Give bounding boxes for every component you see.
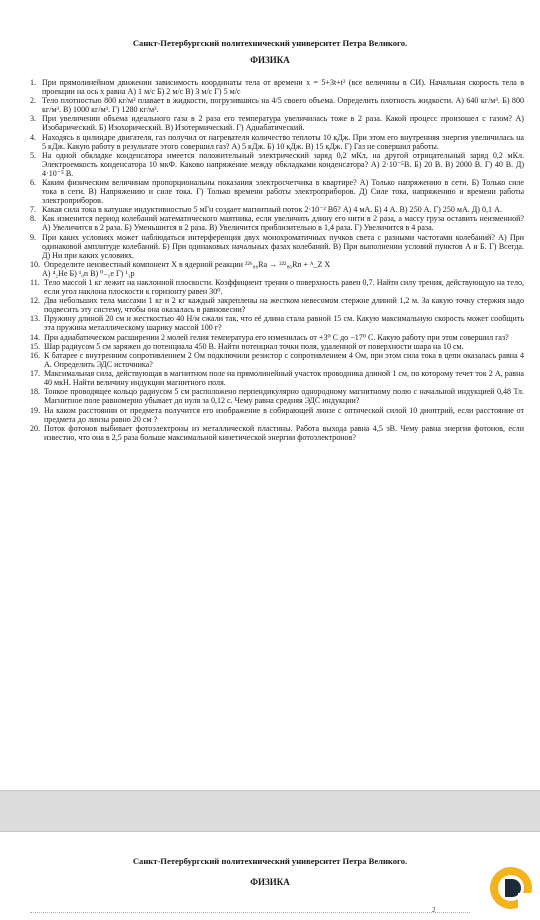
question-number: 2. [30,96,37,106]
question-item [30,233,524,260]
question-number: 18. [30,387,41,397]
question-text: Тонкое проводящее кольцо радиусом 5 см расположено перпендикулярно однородному магнитному полю с начальной индукцией 0,48 Тл. Магнитное поле равномерно убывает до нуля за 0,12 с. Чему равна средняя ЭДС индукции? [44,387,524,406]
subject-title: ФИЗИКА [250,877,290,887]
question-text: При увеличении объема идеального газа в 2 раза его температура увеличилась тоже в 2 раза. Какой процесс произошел с газом? А) Изобарический. Б) Изохорический. В) Изотермический. Г) Адиабатический. [42,114,524,133]
question-number: 14. [30,332,41,342]
question-item [30,351,524,369]
question-list [30,78,524,442]
question-item [30,406,524,424]
question-text: При прямолинейном движении зависимость координаты тела от времени x = 5+3t+t² (все величины в СИ). Начальная скорость тела в проекции на ось x равна А) 1 м/с Б) 2 м/с В) 3 м/с Г) 5 м/с [42,78,524,96]
partial-text-line [30,912,470,920]
question-text: Определите неизвестный компонент X в ядерной реакции ²²⁶₈₈Ra → ²²²₈₆Rn + ᴬ_Z X [44,259,331,269]
question-item [30,314,524,332]
page-separator [0,790,540,832]
question-text: Пружину длиной 20 см и жесткостью 40 Н/м сжали так, что её длина стала равной 15 см. Какую максимальную скорость может сообщить эта пружина металлическому шарику массой 100 г? [44,314,524,333]
question-number: 10. [30,259,41,269]
question-item [30,214,524,232]
question-text: Каким физическим величинам пропорциональны показания электросчетчика в квартире? А) Только напряжению в сети. Б) Только силе тока в сети. В) Напряжению и силе тока. Г) Только времени работы электроприборов. Д) Силе тока, напряжению и времени работы электроприборов. [42,177,524,205]
question-number: 8. [30,214,37,224]
question-item [30,278,524,296]
question-number: 16. [30,351,41,360]
question-item [30,387,524,405]
question-number: 9. [30,232,37,242]
question-item [30,133,524,151]
university-header: Санкт-Петербургский политехнический университет Петра Великого. [132,856,408,866]
question-item [30,96,524,114]
question-text: Как изменится период колебаний математического маятника, если увеличить длину его нити в 2 раза, а массу груза оставить неизменной? А) Увеличится в 2 раза. Б) Уменьшится в 2 раза. В) Увеличится приблизительно в 1,4 раза. Г) Увеличится в 4 раза. [42,214,524,233]
question-item [30,296,524,314]
question-item [30,114,524,132]
question-number [30,269,42,278]
question-number: 19. [30,405,41,415]
question-text: Шар радиусом 5 см заряжен до потенциала 450 В. Найти потенциал точки поля, удаленной от поверхности шара на 10 см. [44,341,464,351]
question-number: 15. [30,341,41,351]
question-number: 12. [30,296,41,306]
question-text: Два небольших тела массами 1 кг и 2 кг каждый закреплены на жестком невесомом стержне длиной 1,2 м. За какую точку стержня надо подвесить эту систему, чтобы она оказалась в равновесии? [44,296,524,315]
question-text: Тело массой 1 кг лежит на наклонной плоскости. Коэффициент трения о поверхность равен 0,7. Найти силу трения, действующую на тело, если угол наклона плоскости к горизонту равен 30⁰. [44,278,524,297]
partial-number: 2 [432,906,436,914]
question-number: 1. [30,78,37,87]
question-text: Поток фотонов выбивает фотоэлектроны из металлической пластины. Работа выхода равна 4,5 эВ. Чему равна энергия фотонов, если известно, что она в 2,5 раза больше максимальной кинетической энергии фотоэлектронов? [44,423,524,442]
subject-title: ФИЗИКА [250,55,290,65]
question-text: На каком расстоянии от предмета получится его изображение в собирающей линзе с оптической силой 10 диоптрий, если расстояние от предмета до линзы равно 20 см ? [44,405,524,424]
question-number: 17. [30,369,41,379]
brand-logo-button[interactable] [488,865,534,911]
question-item [30,78,524,96]
question-number: 4. [30,132,37,142]
question-item [30,178,524,205]
question-item [30,333,524,342]
question-item [30,342,524,351]
question-number: 13. [30,314,41,324]
university-header: Санкт-Петербургский политехнический университет Петра Великого. [132,38,408,48]
question-number: 11. [30,278,40,288]
question-item [30,369,524,387]
question-number: 7. [30,205,37,215]
question-item [30,151,524,178]
question-text: На одной обкладке конденсатора имеется положительный электрический заряд 0,2 мКл, на другой отрицательный заряд 0,2 мКл. Электроемкость конденсатора 10 мкФ. Каково напряжение между обкладками конденсатора? А) 2·10⁻⁵В. Б) 20 В. В) 2000 В. Г) 40 В. Д) 4·10⁻⁵ В. [42,150,524,178]
question-item [30,260,524,269]
document-page-2 [0,832,540,920]
question-text: Тело плотностью 800 кг/м³ плавает в жидкости, погрузившись на 4/5 своего объема. Определить плотность жидкости. А) 640 кг/м³. Б) 800 кг/м³. В) 1000 кг/м³. Г) 1280 кг/м³. [42,96,524,115]
question-number: 20. [30,423,41,433]
question-text: Находясь в цилиндре двигателя, газ получил от нагревателя количество теплоты 10 кДж. При этом его внутренняя энергия увеличилась на 5 кДж. Какую работу в результате этого совершил газ? А) 5 кДж. Б) 10 кДж. В) 15 кДж. Г) Газ не совершил работы. [42,132,524,151]
question-item [30,269,524,278]
question-text: Какая сила тока в катушке индуктивностью 5 мГн создает магнитный поток 2·10⁻² Вб? А) 4 мА. Б) 4 А. В) 250 А. Г) 250 мА. Д) 0,1 А. [42,205,502,215]
brand-logo-icon [488,865,534,911]
question-text: А) ⁴₂He Б) ¹₀n В) ⁰₋₁e Г) ¹₁p [42,268,135,278]
question-number: 5. [30,150,37,160]
question-number: 3. [30,114,37,124]
question-item [30,424,524,442]
question-item [30,205,524,214]
question-number: 6. [30,177,37,187]
question-text: Максимальная сила, действующая в магнитном поле на прямолинейный участок проводника длиной 1 см, по которому течет ток 2 А, равна 40 мкН. Найти величину индукции магнитного поля. [44,369,524,388]
question-text: К батарее с внутренним сопротивлением 2 Ом подключили резистор с сопротивлением 4 Ом, при этом сила тока в цепи оказалась равна 4 А. Определить ЭДС источника? [44,351,524,369]
question-text: При адиабатическом расширении 2 молей гелия температура его изменилась от +3⁰ С до −17⁰ С. Какую работу при этом совершил газ? [44,332,509,342]
question-text: При каких условиях может наблюдаться интерференция двух монохроматичных пучков света с разными частотами колебаний? А) При одинаковой амплитуде колебаний. Б) При одинаковых начальных фазах колебаний. В) При выполнении условий пунктов А и Б. Г) Всегда. Д) Ни при каких условиях. [42,232,524,260]
